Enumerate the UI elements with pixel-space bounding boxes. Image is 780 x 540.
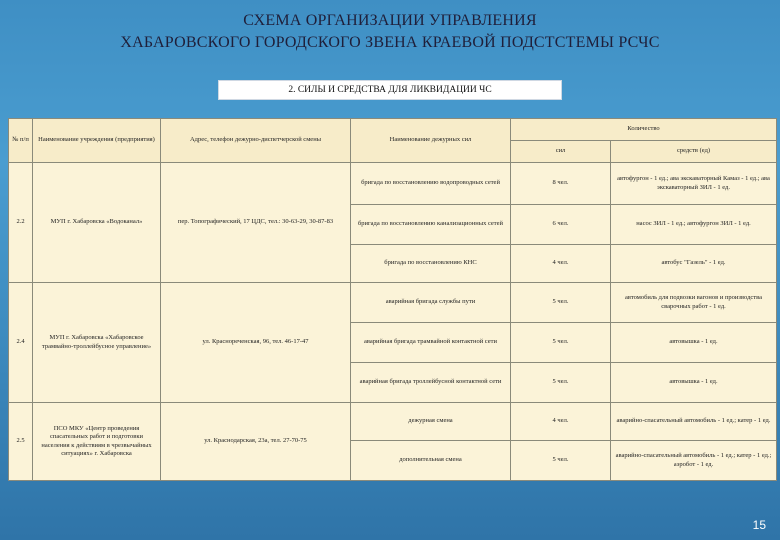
row-people: 5 чел.	[511, 441, 611, 481]
row-address: ул. Краснореченская, 96, тел. 46-17-47	[161, 283, 351, 403]
row-equipment: автофургон - 1 ед.; ава экскаваторный Камаз - 1 ед.; ава экскаваторный ЗИЛ - 1 ед.	[611, 163, 777, 205]
row-equipment: насос ЗИЛ - 1 ед.; автофургон ЗИЛ - 1 ед.	[611, 205, 777, 245]
row-people: 8 чел.	[511, 163, 611, 205]
header-people: сил	[511, 141, 611, 163]
forces-table	[8, 118, 777, 481]
row-equipment: аварийно-спасательный автомобиль - 1 ед.; катер - 1 ед.; аэробот - 1 ед.	[611, 441, 777, 481]
page-number: 15	[752, 518, 766, 532]
row-force: аварийная бригада службы пути	[351, 283, 511, 323]
table-row	[9, 283, 777, 323]
row-org: МУП г. Хабаровска «Водоканал»	[33, 163, 161, 283]
row-num: 2.5	[9, 403, 33, 481]
header-forces: Наименование дежурных сил	[351, 119, 511, 163]
row-org: МУП г. Хабаровска «Хабаровское трамвайно-троллейбусное управление»	[33, 283, 161, 403]
row-people: 4 чел.	[511, 403, 611, 441]
row-equipment: аварийно-спасательный автомобиль - 1 ед.; катер - 1 ед.	[611, 403, 777, 441]
header-equipment: средств (ед)	[611, 141, 777, 163]
row-equipment: автобус "Газель" - 1 ед.	[611, 245, 777, 283]
row-address: ул. Краснодарская, 23а, тел. 27-70-75	[161, 403, 351, 481]
row-equipment: автомобиль для подвозки вагонов и производства сварочных работ - 1 ед.	[611, 283, 777, 323]
section-subtitle: 2. СИЛЫ И СРЕДСТВА ДЛЯ ЛИКВИДАЦИИ ЧС	[218, 80, 562, 100]
row-force: дополнительная смена	[351, 441, 511, 481]
title-line-1: СХЕМА ОРГАНИЗАЦИИ УПРАВЛЕНИЯ	[243, 12, 537, 29]
row-num: 2.2	[9, 163, 33, 283]
row-force: бригада по восстановлению канализационных сетей	[351, 205, 511, 245]
slide-title	[0, 10, 780, 54]
row-people: 5 чел.	[511, 323, 611, 363]
row-force: бригада по восстановлению КНС	[351, 245, 511, 283]
row-num: 2.4	[9, 283, 33, 403]
row-force: аварийная бригада троллейбусной контактной сети	[351, 363, 511, 403]
header-num: № п/п	[9, 119, 33, 163]
title-line-2: ХАБАРОВСКОГО ГОРОДСКОГО ЗВЕНА КРАЕВОЙ ПОДСТСТЕМЫ РСЧС	[120, 34, 660, 51]
row-people: 5 чел.	[511, 363, 611, 403]
row-equipment: автовышка - 1 ед.	[611, 323, 777, 363]
row-org: ПСО МКУ «Центр проведения спасательных работ и подготовки населения к действиям в чрезвычайных ситуациях» г. Хабаровска	[33, 403, 161, 481]
table-row	[9, 163, 777, 205]
table-row	[9, 403, 777, 441]
row-people: 5 чел.	[511, 283, 611, 323]
header-address: Адрес, телефон дежурно-диспетчерской смены	[161, 119, 351, 163]
row-people: 6 чел.	[511, 205, 611, 245]
header-quantity: Количество	[511, 119, 777, 141]
header-org: Наименование учреждения (предприятия)	[33, 119, 161, 163]
row-force: бригада по восстановлению водопроводных сетей	[351, 163, 511, 205]
row-equipment: автовышка - 1 ед.	[611, 363, 777, 403]
row-force: аварийная бригада трамвайной контактной сети	[351, 323, 511, 363]
row-people: 4 чел.	[511, 245, 611, 283]
row-force: дежурная смена	[351, 403, 511, 441]
row-address: пер. Топографический, 17 ЦДС, тел.: 30-63-29, 30-87-83	[161, 163, 351, 283]
